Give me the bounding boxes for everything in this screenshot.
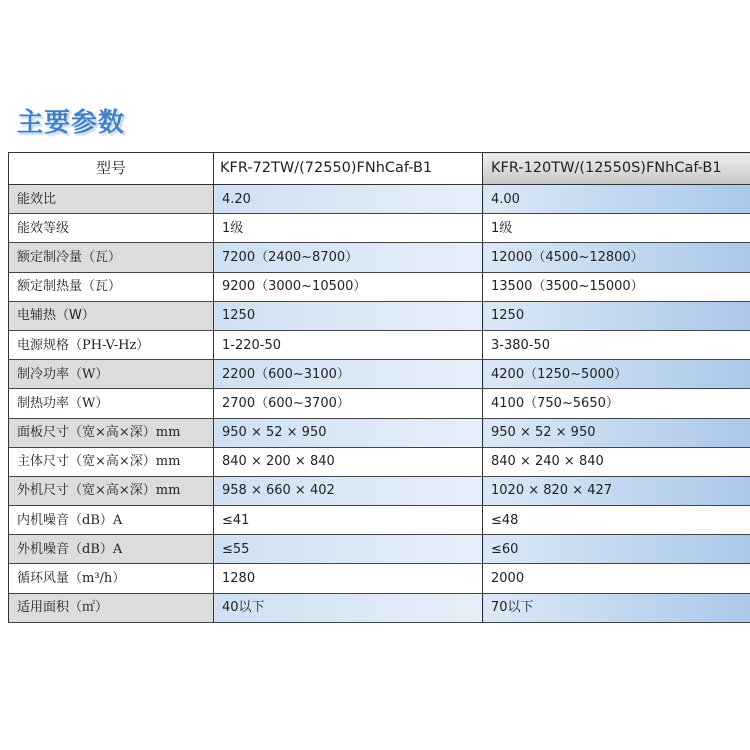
table-row xyxy=(9,272,750,301)
row-model2-value: 13500（3500~15000） xyxy=(483,272,750,301)
spec-table xyxy=(8,152,750,623)
row-model1-value: 840 × 200 × 840 xyxy=(214,447,483,476)
row-label: 循环风量（m³/h） xyxy=(9,564,214,593)
row-model2-value: 1250 xyxy=(483,301,750,330)
row-label: 能效比 xyxy=(9,185,214,214)
row-model2-value: ≤48 xyxy=(483,506,750,535)
row-model2-value: ≤60 xyxy=(483,535,750,564)
row-model1-value: ≤55 xyxy=(214,535,483,564)
header-label-cell: 型号 xyxy=(9,153,214,185)
table-header-row xyxy=(9,153,750,185)
table-row xyxy=(9,360,750,389)
row-label: 内机噪音（dB）A xyxy=(9,506,214,535)
row-label: 能效等级 xyxy=(9,214,214,243)
row-label: 主体尺寸（宽×高×深）mm xyxy=(9,447,214,476)
row-model1-value: 1级 xyxy=(214,214,483,243)
row-model1-value: 7200（2400~8700） xyxy=(214,243,483,272)
row-model1-value: 4.20 xyxy=(214,185,483,214)
row-model1-value: ≤41 xyxy=(214,506,483,535)
row-model2-value: 840 × 240 × 840 xyxy=(483,447,750,476)
row-model1-value: 958 × 660 × 402 xyxy=(214,476,483,505)
table-row xyxy=(9,506,750,535)
row-model1-value: 40以下 xyxy=(214,593,483,622)
table-row xyxy=(9,593,750,622)
row-label: 外机尺寸（宽×高×深）mm xyxy=(9,476,214,505)
row-model2-value: 3-380-50 xyxy=(483,330,750,359)
row-model2-value: 2000 xyxy=(483,564,750,593)
row-model2-value: 70以下 xyxy=(483,593,750,622)
row-label: 外机噪音（dB）A xyxy=(9,535,214,564)
row-model1-value: 1250 xyxy=(214,301,483,330)
table-row xyxy=(9,214,750,243)
row-label: 额定制热量（瓦） xyxy=(9,272,214,301)
row-model2-value: 1级 xyxy=(483,214,750,243)
table-row xyxy=(9,564,750,593)
row-model1-value: 2700（600~3700） xyxy=(214,389,483,418)
row-label: 适用面积（㎡） xyxy=(9,593,214,622)
row-model1-value: 1-220-50 xyxy=(214,330,483,359)
table-row xyxy=(9,535,750,564)
header-model2-cell: KFR-120TW/(12550S)FNhCaf-B1 xyxy=(483,153,750,185)
row-model1-value: 950 × 52 × 950 xyxy=(214,418,483,447)
table-row xyxy=(9,243,750,272)
table-row xyxy=(9,418,750,447)
header-model1-cell: KFR-72TW/(72550)FNhCaf-B1 xyxy=(214,153,483,185)
row-model2-value: 950 × 52 × 950 xyxy=(483,418,750,447)
row-label: 制热功率（W） xyxy=(9,389,214,418)
row-model2-value: 12000（4500~12800） xyxy=(483,243,750,272)
table-row xyxy=(9,330,750,359)
row-label: 面板尺寸（宽×高×深）mm xyxy=(9,418,214,447)
row-model2-value: 4200（1250~5000） xyxy=(483,360,750,389)
table-row xyxy=(9,447,750,476)
row-model1-value: 2200（600~3100） xyxy=(214,360,483,389)
row-model2-value: 1020 × 820 × 427 xyxy=(483,476,750,505)
row-model1-value: 1280 xyxy=(214,564,483,593)
row-label: 电辅热（W） xyxy=(9,301,214,330)
section-title: 主要参数 xyxy=(17,108,126,138)
row-model2-value: 4100（750~5650） xyxy=(483,389,750,418)
table-row xyxy=(9,301,750,330)
row-label: 电源规格（PH-V-Hz） xyxy=(9,330,214,359)
row-label: 制冷功率（W） xyxy=(9,360,214,389)
table-row xyxy=(9,389,750,418)
table-row xyxy=(9,476,750,505)
table-row xyxy=(9,185,750,214)
row-label: 额定制冷量（瓦） xyxy=(9,243,214,272)
row-model1-value: 9200（3000~10500） xyxy=(214,272,483,301)
row-model2-value: 4.00 xyxy=(483,185,750,214)
